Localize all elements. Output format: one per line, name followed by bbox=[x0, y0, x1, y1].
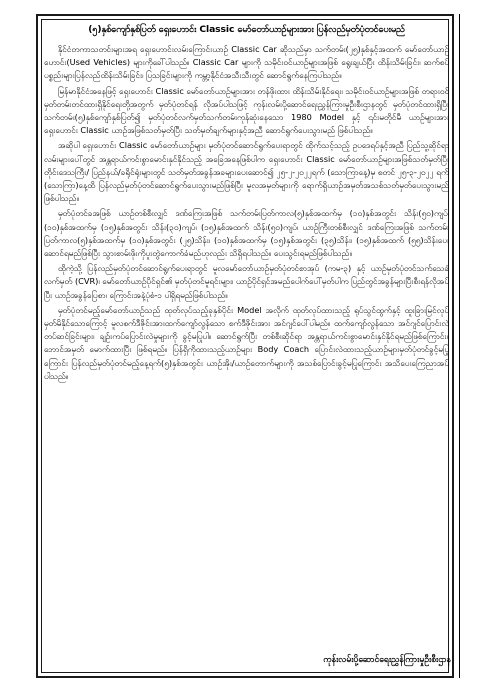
paragraph-6: မှတ်ပုံတင်မည့်မော်တော်ယာဉ်သည် ထုတ်လုပ်သည့်ခုနှစ်ပိုင်း Model အလိုက် ထုတ်လုပ်ထားသည့် ရုပ်သွင်ထွက်နှင့် ထူးခြားမြင်လုပ်မှတ်မိနိုင်သောကြောင့် မူလစက်ဒီဇိုင်းအားထက်ကျော်လွန်သော စက်ဒီဇိုင်းအား အင်ဂျင်ပေါ်ပါမည်။ ထက်ကျော်လွန်သော အင်ဂျင်ပြောင်းလဲတပ်ဆင်ခြင်းများ၊ ချဉ်းကပ်ပြောင်းလဲမှုများကို ခွင့်မပြုပါ။ ဆောင်ရွက်ပြီး တစ်စီးဆိုင်ရာ အန္တရာယ်ကင်းစွာမောင်းနှင်နိုင်ရမည်ဖြစ်ကြောင်း။ ဘောင်အမှတ် မောက်ထားပြီး ဖြစ်ရမည်။ ပြန်ရှိကိုထားသည့်ယာဉ်များ Body Coach ပြောင်းလဲထားသည့်ယာဉ်များမှတ်ပုံတင်ခွင့်မပြုကြောင်း ပြန်လည်မှတ်ပုံတင်မည့်နေ့ရက်(၅)နှစ်အတွင်း ယာဉ်အိုး/ယာဉ်တောက်များကို အသစ်ပြောင်းခွင့်မပြုကြောင်း အသိပေးကြေညာအပ်ပါသည်။ bbox=[44, 304, 449, 381]
paragraph-1: နိုင်ငံတကာသတင်းများအရ ရှေးဟောင်းလမ်းကြောင်းယာဉ် Classic Car ဆိုသည်မှာ သက်တမ်း(၂၅)နှစ်နှင့်အထက် မော်တော်ယာဉ်ဟောင်း(Used Vehicles) များကိုခေါ်ပါသည်။ Classic Car များကို သမိုင်းဝင်ယာဉ်များအဖြစ် ရွေးချယ်ပြီး ထိန်းသိမ်းခြင်း၊ ဆက်စပ်ပစ္စည်းများပြန်လည်ထိန်းသိမ်းခြင်း၊ ပြသခြင်းများကို ကမ္ဘာ့နိုင်ငံအသီးသီးတွင် ဆောင်ရွက်နေကြပါသည်။ bbox=[44, 44, 449, 81]
page-edge-line bbox=[459, 14, 460, 678]
paragraph-3: အဆိုပါ ရှေးဟောင်း Classic မော်တော်ယာဉ်များ မှတ်ပုံတင်ဆောင်ရွက်ပေးရာတွင် ထိုက်သင့်သည့် ဥပဒေရပ်နှင့်အညီ ပြည်သူ့ဆိုင်ရာ လမ်းများပေါ်တွင် အန္တရာယ်ကင်းစွာမောင်းနှင်နိုင်သည့် အခြေအနေဖြစ်ပါက ရှေးဟောင်း Classic မော်တော်ယာဉ်များအဖြစ်သတ်မှတ်ပြီး တိုင်းဒေသကြီး/ ပြည်နယ်/ခရိုင်ရုံးများတွင် သတ်မှတ်အခွန်အခများပေးဆောင်၍ ၂၅-၂-၂၀၂၂ရက် (သောကြာနေ့)မှ စတင် ၂၅-၃-၂၀၂၂ ရက် (သောကြာ)နေ့ထိ ပြန်လည်မှတ်ပုံတင်ဆောင်ရွက်ပေးသွားမည်ဖြစ်ပြီး မူလအမှတ်များကို ရောက်ရှိယာဉ်အမှတ်အသစ်သတ်မှတ်ပေးသွားမည်ဖြစ်ပါသည်။ bbox=[44, 140, 449, 204]
document-title: (၅)နှစ်ကျော်နှစ်ပြတ် ရှေးဟောင်း Classic မော်တော်ယာဉ်များအား ပြန်လည်မှတ်ပုံတင်ပေးမည် bbox=[88, 24, 405, 35]
paragraph-5: ထိုကဲ့သို့ ပြန်လည်မှတ်ပုံတင်ဆောင်ရွက်ပေးရာတွင် မူလမော်တော်ယာဉ်မှတ်ပုံတင်စာအုပ် (ကမ-၃) နှင့် ယာဉ်မှတ်ပုံတင်သက်သေခံလက်မှတ် (CVR)၊ မော်တော်ယာဉ်ပိုင်ရှင်၏ မှတ်ပုံတင်မူရင်းများ၊ ယာဉ်ပိုင်ရှင်အမည်ပေါက်ပေါ်မှတ်ပါက ပြည်တွင်အခွန်များပြီးစီးရန်လိုအပ်ပြီး ယာဉ်အခွန်ပြေစာ၊ ကြောင်းအနဲ့ပုံစံ-၁ ပါရှိရမည်ဖြစ်ပါသည်။ bbox=[44, 263, 449, 300]
paragraph-2: မြန်မာနိုင်ငံအနေဖြင့် ရှေးဟောင်း Classic မော်တော်ယာဉ်များအား တန်ဖိုးထား ထိန်းသိမ်းနိုင်ရေး၊ သမိုင်းဝင်ယာဉ်များအဖြစ် တရားဝင်မှတ်တမ်းတင်ထားရှိနိုင်ရေးတို့အတွက် မှတ်ပုံတင်ရန် လိုအပ်ပါသဖြင့် ကုန်းလမ်းပို့ဆောင်ရေးညွှန်ကြားမှုဦးစီးဌာနတွင် မှတ်ပုံတင်ထားရှိပြီး သက်တမ်း(၅)နှစ်ကျော်နှစ်ပြတ်၍ မှတ်ပုံတင်လက်မှတ်သက်တမ်းကုန်ဆုံးနေသော 1980 Model နှင့် ၎င်းမတိုင်မီ ယာဉ်များအား ရှေးဟောင်း Classic ယာဉ်အဖြစ်သတ်မှတ်ပြီး သတ်မှတ်ချက်များနှင့်အညီ ဆောင်ရွက်ပေးသွားမည် ဖြစ်ပါသည်။ bbox=[44, 85, 449, 136]
issuing-department: ကုန်းလမ်းပို့ဆောင်ရေးညွှန်ကြားမှုဦးစီးဌာန bbox=[323, 655, 451, 665]
paragraph-4: မှတ်ပုံတင်ခအဖြစ် ယာဉ်တစ်စီးလျှင် ဒဏ်ကြေးအဖြစ် သက်တမ်းပြတ်ကာလ(၅)နှစ်အထက်မှ (၁၀)နှစ်အတွင်း သိန်း(၅၀)ကျပ်၊ (၁၀)နှစ်အထက်မှ (၁၅)နှစ်အတွင်း သိန်း(၃၀)ကျပ်၊ (၁၅)နှစ်အထက် သိန်း(၅၀)ကျပ်၊ ယာဉ်ကြီးတစ်စီးလျှင် ဒဏ်ကြေးအဖြစ် သက်တမ်းပြတ်ကာလ(၅)နှစ်အထက်မှ (၁၀)နှစ်အတွင်း (၂၅)သိန်း၊ (၁၀)နှစ်အထက်မှ (၁၅)နှစ်အတွင်း (၃၅)သိန်း၊ (၁၅)နှစ်အထက် (၅၅)သိန်းပေးဆောင်ရမည်ဖြစ်ပြီး သွားစာမ်းဖိုးကိုပူးတွဲကောက်ခံမည်ဟုလည်း သိရှိရပါသည်။ ပေးသွင်းရမည်ဖြစ်ပါသည်။ bbox=[44, 208, 449, 259]
document-body bbox=[44, 22, 449, 385]
